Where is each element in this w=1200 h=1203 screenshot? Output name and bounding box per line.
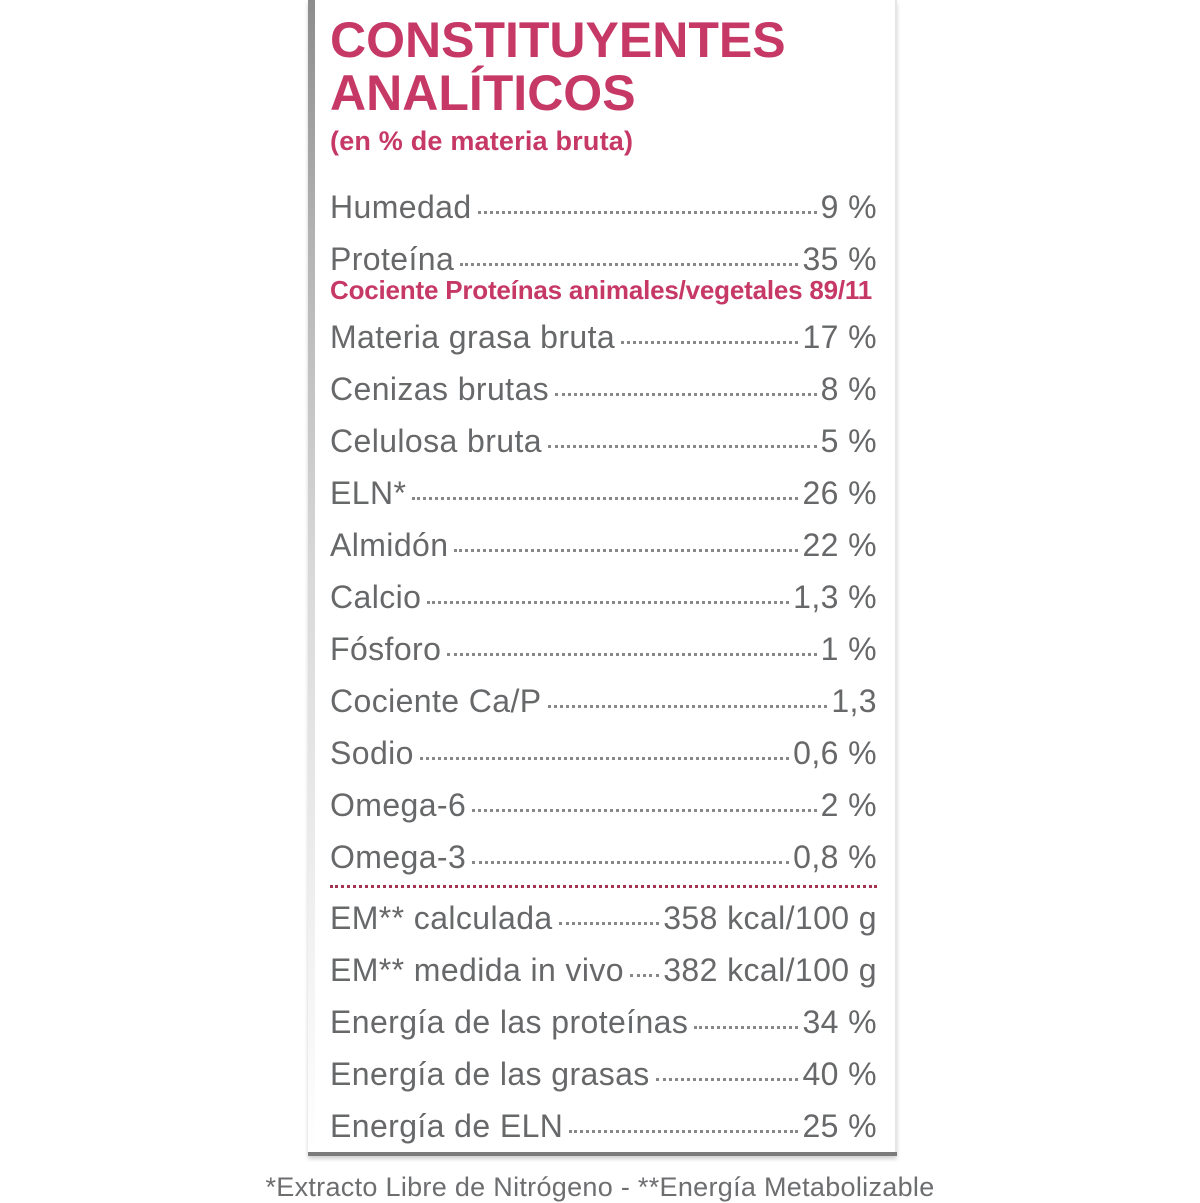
leader-dots [412,497,798,500]
card-right-edge [895,0,897,1152]
row-eln [330,465,877,517]
leader-dots [621,341,798,344]
panel-title [330,14,877,120]
leader-dots [420,757,789,760]
row-label: Energía de ELN [330,1108,564,1144]
energy-section-divider [330,885,877,888]
row-value: 5 % [820,423,877,459]
row-value: 40 % [802,1056,877,1092]
leader-dots [555,393,817,396]
row-label: Humedad [330,189,472,225]
row-label: Energía de las grasas [330,1056,650,1092]
leader-dots [478,211,817,214]
row-energia-eln [330,1098,877,1150]
row-label: Materia grasa bruta [330,319,616,355]
panel-subtitle: (en % de materia bruta) [330,126,634,156]
leader-dots [472,861,789,864]
row-label: Omega-3 [330,839,467,875]
row-value: 26 % [802,475,877,511]
row-label: EM** medida in vivo [330,952,624,988]
leader-dots [548,705,828,708]
protein-ratio-note: Cociente Proteínas animales/vegetales 89/11 [330,275,873,305]
row-label: Sodio [330,735,414,771]
leader-dots [454,549,798,552]
row-value: 9 % [820,189,877,225]
leader-dots [548,445,817,448]
row-value: 1,3 % [793,579,877,615]
row-label: Almidón [330,527,449,563]
row-almidon [330,517,877,569]
leader-dots [569,1130,798,1133]
leader-dots [472,809,816,812]
row-cociente-ca-p [330,673,877,725]
leader-dots [559,922,660,925]
row-energia-grasas [330,1046,877,1098]
row-omega-3 [330,829,877,881]
row-value: 1,3 [831,683,877,719]
row-value: 0,6 % [793,735,877,771]
row-label: Cociente Ca/P [330,683,542,719]
row-label: Proteína [330,241,455,277]
row-value: 35 % [802,241,877,277]
row-em-calculada [330,890,877,942]
row-sodio [330,725,877,777]
row-materia-grasa-bruta [330,309,877,361]
leader-dots [630,974,659,977]
row-label: Celulosa bruta [330,423,542,459]
leader-dots [427,601,789,604]
row-value: 1 % [820,631,877,667]
row-value: 22 % [802,527,877,563]
row-calcio [330,569,877,621]
leader-dots [460,263,798,266]
row-value: 17 % [802,319,877,355]
row-cenizas-brutas [330,361,877,413]
leader-dots [694,1026,798,1029]
row-value: 2 % [820,787,877,823]
row-label: Omega-6 [330,787,467,823]
footnote: *Extracto Libre de Nitrógeno - **Energía Metabolizable [265,1172,935,1202]
row-value: 0,8 % [793,839,877,875]
nutrient-table [330,179,877,1150]
row-celulosa-bruta [330,413,877,465]
row-value: 34 % [802,1004,877,1040]
row-label: Energía de las proteínas [330,1004,689,1040]
row-em-medida-in-vivo [330,942,877,994]
leader-dots [656,1078,799,1081]
row-label: Calcio [330,579,422,615]
panel-title-line2: ANALÍTICOS [330,65,636,121]
row-label: Fósforo [330,631,442,667]
row-label: Cenizas brutas [330,371,550,407]
panel-title-line1: CONSTITUYENTES [330,12,786,68]
analytical-constituents-panel [308,0,897,1156]
row-omega-6 [330,777,877,829]
row-value: 8 % [820,371,877,407]
leader-dots [447,653,816,656]
card-left-edge-shadow [308,0,315,1152]
row-humedad [330,179,877,231]
row-energia-proteinas [330,994,877,1046]
row-label: EM** calculada [330,900,553,936]
row-value: 25 % [802,1108,877,1144]
row-value: 358 kcal/100 g [663,900,877,936]
row-label: ELN* [330,475,407,511]
row-value: 382 kcal/100 g [663,952,877,988]
row-fosforo [330,621,877,673]
